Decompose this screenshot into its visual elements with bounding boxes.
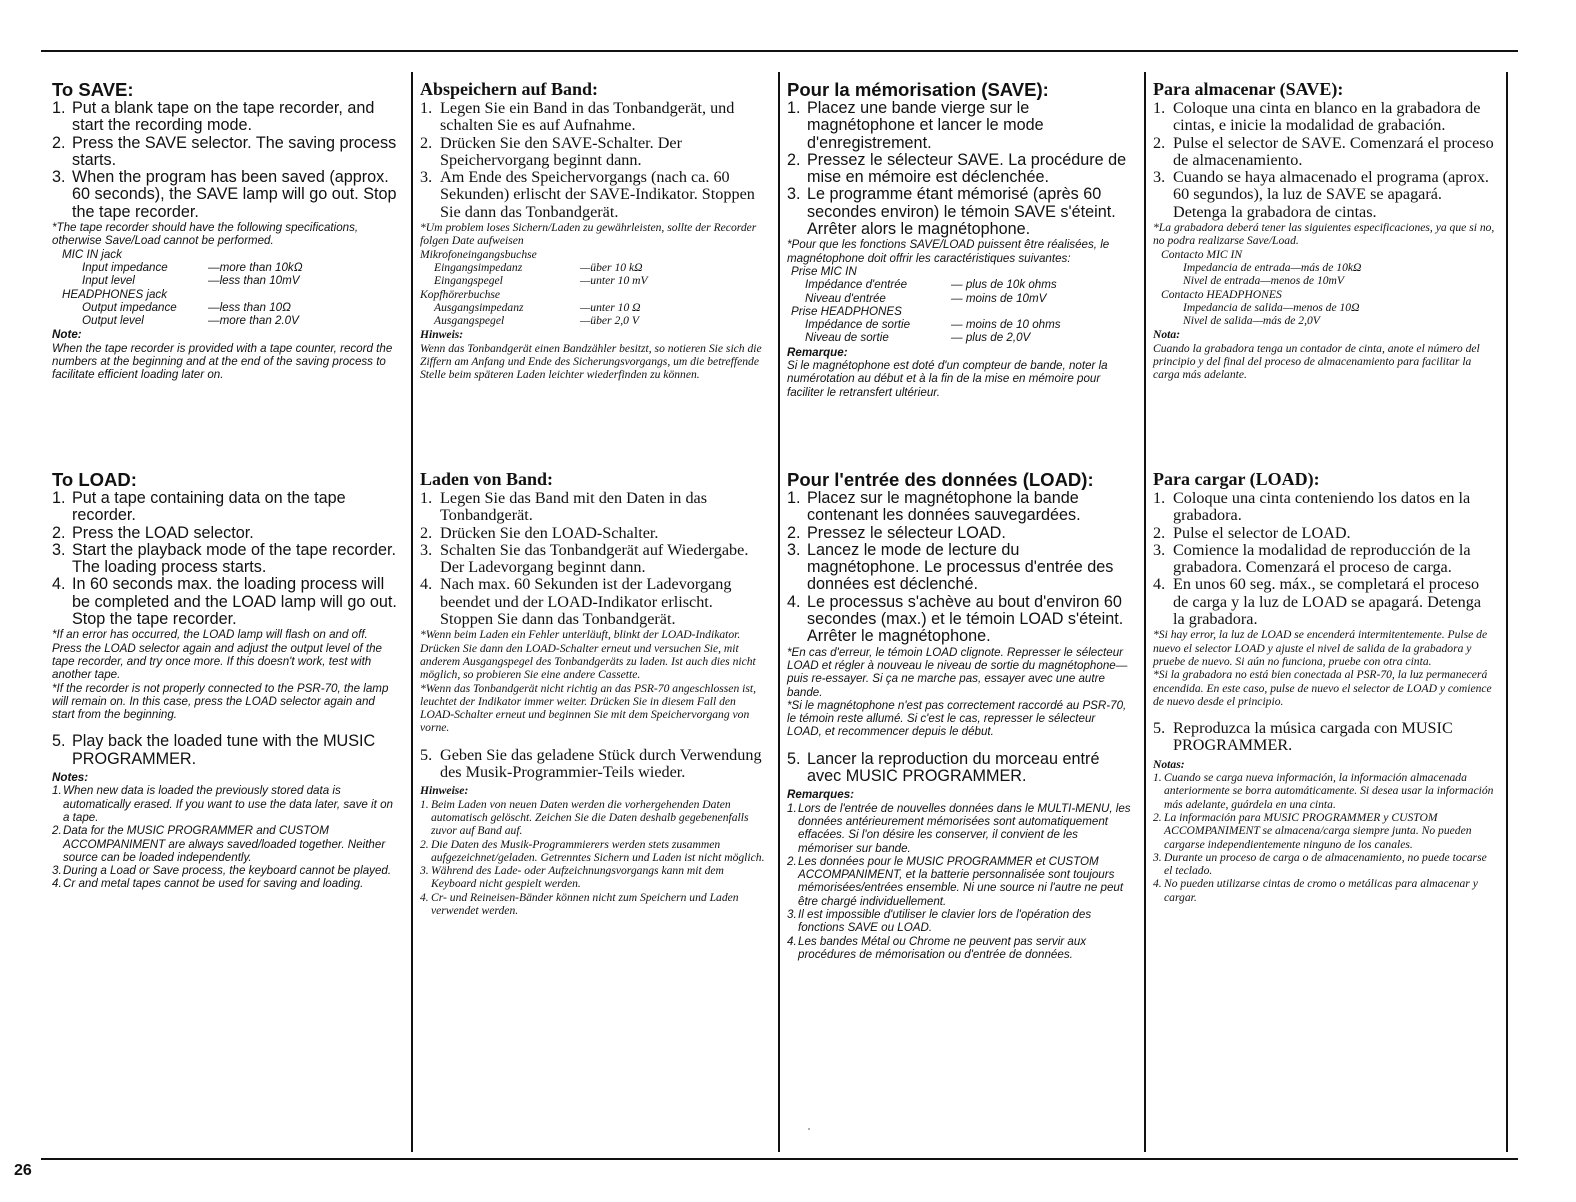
- es-load-section: [1153, 470, 1496, 904]
- es-hp-label: Contacto HEADPHONES: [1161, 287, 1282, 301]
- en-load-footnote-2: *If the recorder is not properly connected to the PSR-70, the lamp will remain on. In this case, press the LOAD selector again and start from the beginning.: [52, 681, 389, 722]
- list-item: 3. Durante un proceso de carga o de almacenamiento, no puede tocarse el teclado.: [1153, 850, 1487, 878]
- en-load-heading: To LOAD:: [52, 469, 137, 490]
- fr-spec-table: [787, 265, 1133, 345]
- fr-save-footnote: *Pour que les fonctions SAVE/LOAD puissent être réalisées, le magnétophone doit offrir les caractéristiques suivantes:: [787, 238, 1110, 265]
- es-load-step5: [1153, 720, 1496, 755]
- list-item: 4. In 60 seconds max. the loading process will be completed and the LOAD lamp will go out. Stop the tape recorder.: [52, 575, 397, 629]
- es-save-footnote: *La grabadora deberá tener las siguientes especificaciones, ya que si no, no podra realizarse Save/Load.: [1153, 221, 1495, 248]
- fr-note-text: Si le magnétophone est doté d'un compteur de bande, noter la numérotation au début et à la fin de la mise en mémoire pour faciliter le retransfert ultérieur.: [787, 359, 1108, 399]
- es-load-heading: Para cargar (LOAD):: [1153, 469, 1320, 489]
- es-load-footnote-1: *Si hay error, la luz de LOAD se encenderá intermitentemente. Pulse de nuevo el selector LOAD y ajuste el nivel de salida de la grabadora y pruebe de nuevo. Si aún no funciona, pruebe con otra cinta.: [1153, 628, 1488, 668]
- list-item: 4. No pueden utilizarse cintas de cromo o metálicas para almacenar y cargar.: [1153, 877, 1478, 904]
- list-item: 2. Les données pour le MUSIC PROGRAMMER et CUSTOM ACCOMPANIMENT, et la batterie personnalisée sont toujours mémorisées/entrées ensemble. Ni une source ni l'autre ne peut être chargé individuellement.: [787, 854, 1124, 908]
- list-item: 2. Pulse el selector de SAVE. Comenzará el proceso de almacenamiento.: [1153, 133, 1494, 169]
- column-divider-1: [411, 72, 413, 1152]
- list-item: 5. Play back the loaded tune with the MUSIC PROGRAMMER.: [52, 732, 376, 768]
- list-item: 1. Lors de l'entrée de nouvelles données dans le MULTI-MENU, les données antérieurement mémorisées sont automatiquement effacées. Si l'on désire les conserver, il convient de les mémoriser sur bande.: [787, 801, 1131, 855]
- en-hp-label: HEADPHONES jack: [62, 287, 168, 301]
- de-hp-label: Kopfhörerbuchse: [420, 287, 501, 301]
- stray-dot: [808, 1128, 810, 1130]
- de-note-text: Wenn das Tonbandgerät einen Bandzähler besitzt, so notieren Sie sich die Ziffern am Anfang und Ende des Sicherungsvorgangs, um die betreffende Stelle beim späteren Laden leichter wiederfinden zu können.: [420, 341, 762, 382]
- list-item: 2. Drücken Sie den SAVE-Schalter. Der Speichervorgang beginnt dann.: [420, 133, 683, 169]
- fr-note-label: Remarque:: [787, 345, 848, 359]
- de-load-step5: [420, 747, 766, 782]
- de-load-footnote-1: *Wenn beim Laden ein Fehler unterläuft, blinkt der LOAD-Indikator. Drücken Sie dann den LOAD-Schalter erneut und versuchen Sie, mit anderem Ausgangspegel des Tonbandgeräts zu laden. Ist auch dies nicht möglich, so probieren Sie eine andere Cassette.: [420, 628, 756, 682]
- de-spec-table: [420, 248, 766, 328]
- table-row: Niveau d'entrée — moins de 10mV: [805, 291, 1047, 305]
- table-row: Impedancia de salida —menos de 10Ω: [1183, 300, 1360, 314]
- es-save-heading: Para almacenar (SAVE):: [1153, 79, 1344, 99]
- list-item: 1. Put a tape containing data on the tape recorder.: [52, 489, 346, 525]
- es-spec-table: [1153, 248, 1496, 328]
- en-mic-label: MIC IN jack: [62, 247, 122, 261]
- table-row: Output impedance —less than 10Ω: [82, 300, 291, 314]
- list-item: 1. Coloque una cinta en blanco en la grabadora de cintas, e inicie la modalidad de grabación.: [1153, 99, 1481, 135]
- fr-hp-label: Prise HEADPHONES: [791, 304, 902, 318]
- de-note-label: Hinweis:: [420, 328, 464, 342]
- es-notes-list: [1153, 771, 1496, 904]
- list-item: 2. Pulse el selector de LOAD.: [1153, 523, 1351, 542]
- page-number: 26: [14, 1162, 32, 1179]
- list-item: 1. Beim Laden von neuen Daten werden die vorhergehenden Daten automatisch gelöscht. Zeichen Sie die Daten deshalb gegebenenfalls zuvor auf Band auf.: [420, 797, 749, 838]
- en-spec-table: [52, 248, 398, 328]
- table-row: Nivel de salida —más de 2,0V: [1183, 314, 1320, 328]
- list-item: 2. Pressez le sélecteur SAVE. La procédure de mise en mémoire est déclenchée.: [787, 150, 1127, 187]
- list-item: 3. Il est impossible d'utiliser le clavier lors de l'opération des fonctions SAVE ou LOAD.: [787, 908, 1092, 935]
- de-load-section: [420, 470, 766, 917]
- column-divider-3: [1144, 72, 1146, 1152]
- table-row: Input level —less than 10mV: [82, 274, 300, 288]
- list-item: 2. La información para MUSIC PROGRAMMER y CUSTOM ACCOMPANIMENT se almacena/carga siempre junta. No pueden cargarse independientemente ninguno de los canales.: [1153, 810, 1472, 851]
- list-item: 2. Data for the MUSIC PROGRAMMER and CUSTOM ACCOMPANIMENT are always saved/loaded together. Neither source can be loaded independently.: [52, 824, 386, 864]
- list-item: 4. Nach max. 60 Sekunden ist der Ladevorgang beendet und der LOAD-Indikator erlischt. Stoppen Sie dann das Tonbandgerät.: [420, 575, 732, 629]
- list-item: 3. Start the playback mode of the tape recorder. The loading process starts.: [52, 540, 396, 577]
- de-notes-list: [420, 798, 766, 918]
- fr-load-footnote-2: *Si le magnétophone n'est pas correctement raccordé au PSR-70, le témoin reste allumé. Si c'est le cas, represser le sélecteur LOAD, et recommencer depuis le début.: [787, 698, 1127, 739]
- fr-load-heading: Pour l'entrée des données (LOAD):: [787, 469, 1094, 490]
- list-item: 3. Le programme étant mémorisé (après 60 secondes environ) le témoin SAVE s'éteint. Arrêter alors le magnétophone.: [787, 185, 1116, 239]
- table-row: Impedancia de entrada —más de 10kΩ: [1183, 260, 1362, 274]
- en-load-footnote-1: *If an error has occurred, the LOAD lamp will flash on and off. Press the LOAD selector again and adjust the output level of the tape recorder, and try once more. If this doesn't work, test with another tape.: [52, 628, 382, 682]
- de-save-steps: [420, 100, 766, 221]
- column-divider-4: [1506, 72, 1508, 1152]
- en-notes-label: Notes:: [52, 771, 89, 785]
- fr-load-footnote-1: *En cas d'erreur, le témoin LOAD clignote. Represser le sélecteur LOAD et régler à nouveau le niveau de sortie du magnétophone—puis re-essayer. Si ça ne marche pas, essayer avec une autre bande.: [787, 645, 1128, 699]
- es-load-steps: [1153, 490, 1496, 628]
- top-rule: [41, 50, 1518, 52]
- list-item: 3. Am Ende des Speichervorgangs (nach ca. 60 Sekunden) erlischt der SAVE-Indikator. Stoppen Sie dann das Tonbandgerät.: [420, 168, 755, 221]
- en-save-footnote: *The tape recorder should have the following specifications, otherwise Save/Load cannot be performed.: [52, 221, 359, 248]
- list-item: 1. Put a blank tape on the tape recorder, and start the recording mode.: [52, 99, 375, 135]
- list-item: 1. Legen Sie ein Band in das Tonbandgerät, und schalten Sie es auf Aufnahme.: [420, 99, 735, 135]
- list-item: 4. Les bandes Métal ou Chrome ne peuvent pas servir aux procédures de mémorisation ou d'entrée de données.: [787, 934, 1087, 961]
- table-row: Eingangsimpedanz —über 10 kΩ: [434, 260, 643, 274]
- fr-save-heading: Pour la mémorisation (SAVE):: [787, 79, 1049, 100]
- table-row: Input impedance —more than 10kΩ: [82, 260, 303, 274]
- en-save-steps: [52, 100, 398, 221]
- en-load-steps: [52, 490, 398, 628]
- en-notes-list: [52, 784, 398, 890]
- de-save-section: [420, 80, 766, 382]
- table-row: Impédance de sortie — moins de 10 ohms: [805, 318, 1061, 332]
- list-item: 2. Press the LOAD selector.: [52, 523, 254, 542]
- list-item: 3. Lancez le mode de lecture du magnétophone. Le processus d'entrée des données est déclenché.: [787, 540, 1114, 594]
- list-item: 2. Pressez le sélecteur LOAD.: [787, 523, 1006, 542]
- bottom-rule: [41, 1158, 1518, 1160]
- list-item: 2. Drücken Sie den LOAD-Schalter.: [420, 523, 659, 542]
- list-item: 5. Lancer la reproduction du morceau entré avec MUSIC PROGRAMMER.: [787, 749, 1100, 786]
- table-row: Impédance d'entrée — plus de 10k ohms: [805, 278, 1057, 292]
- en-load-step5: [52, 733, 398, 768]
- es-save-steps: [1153, 100, 1496, 221]
- table-row: Ausgangspegel —über 2,0 V: [434, 314, 639, 328]
- table-row: Ausgangsimpedanz —unter 10 Ω: [434, 300, 641, 314]
- fr-mic-label: Prise MIC IN: [791, 264, 857, 278]
- list-item: 3. When the program has been saved (approx. 60 seconds), the SAVE lamp will go out. Stop the tape recorder.: [52, 168, 397, 221]
- es-save-section: [1153, 80, 1496, 382]
- en-save-heading: To SAVE:: [52, 79, 134, 100]
- de-save-footnote: *Um problem loses Sichern/Laden zu gewährleisten, sollte der Recorder folgen Date aufweisen: [420, 221, 757, 248]
- list-item: 1. Legen Sie das Band mit den Daten in das Tonbandgerät.: [420, 489, 708, 525]
- fr-save-section: [787, 80, 1133, 399]
- de-load-footnote-2: *Wenn das Tonbandgerät nicht richtig an das PSR-70 angeschlossen ist, leuchtet der Indikator immer weiter. Drücken Sie in diesem Fall den LOAD-Schalter erneut und beginnen Sie mit dem Speichervorgang von vorne.: [420, 681, 756, 735]
- list-item: 1. Cuando se carga nueva información, la información almacenada anteriormente se borra automáticamente. Si desea usar la información más adelante, guárdela en una cinta.: [1153, 771, 1494, 811]
- table-row: Nivel de entrada —menos de 10mV: [1183, 274, 1345, 288]
- de-notes-label: Hinweise:: [420, 784, 469, 798]
- fr-save-steps: [787, 100, 1133, 238]
- table-row: Output level —more than 2.0V: [82, 314, 299, 328]
- fr-notes-list: [787, 802, 1133, 962]
- en-load-section: [52, 470, 398, 891]
- table-row: Niveau de sortie — plus de 2,0V: [805, 331, 1031, 345]
- list-item: 3. Schalten Sie das Tonbandgerät auf Wiedergabe. Der Ladevorgang beginnt dann.: [420, 540, 749, 577]
- column-divider-2: [778, 72, 780, 1152]
- list-item: 4. Le processus s'achève au bout d'environ 60 secondes (max.) et le témoin LOAD s'éteint. Arrêter le magnétophone.: [787, 592, 1124, 646]
- de-load-heading: Laden von Band:: [420, 469, 554, 489]
- list-item: 1. Placez une bande vierge sur le magnétophone et lancer le mode d'enregistrement.: [787, 99, 1044, 152]
- list-item: 5. Geben Sie das geladene Stück durch Verwendung des Musik-Programmier-Teils wieder.: [420, 745, 762, 782]
- es-note-text: Cuando la grabadora tenga un contador de cinta, anote el número del principio y del final del proceso de almacenamiento para facilitar la carga más adelante.: [1153, 341, 1480, 382]
- list-item: 2. Press the SAVE selector. The saving process starts.: [52, 133, 397, 169]
- list-item: 5. Reproduzca la música cargada con MUSIC PROGRAMMER.: [1153, 719, 1453, 755]
- list-item: 3. Comience la modalidad de reproducción de la grabadora. Comenzará el proceso de carga.: [1153, 540, 1471, 577]
- list-item: 2. Die Daten des Musik-Programmierers werden stets zusammen aufgezeichnet/geladen. Getrenntes Sichern und Laden ist nicht möglich.: [420, 837, 765, 864]
- fr-load-steps: [787, 490, 1133, 646]
- fr-load-step5: [787, 751, 1133, 786]
- en-note-label: Note:: [52, 328, 82, 342]
- list-item: 3. Während des Lade- oder Aufzeichnungsvorgangs kann mit dem Keyboard nicht gespielt werden.: [420, 864, 724, 891]
- fr-load-section: [787, 470, 1133, 961]
- en-save-section: [52, 80, 398, 382]
- list-item: 1. Placez sur le magnétophone la bande contenant les données sauvegardées.: [787, 489, 1081, 525]
- list-item: 4. Cr and metal tapes cannot be used for saving and loading.: [52, 877, 364, 891]
- fr-notes-label: Remarques:: [787, 788, 855, 802]
- en-note-text: When the tape recorder is provided with a tape counter, record the numbers at the beginning and at the end of the saving process to facilitate efficient loading later on.: [52, 341, 393, 382]
- es-mic-label: Contacto MIC IN: [1161, 247, 1243, 261]
- list-item: 3. During a Load or Save process, the keyboard cannot be played.: [52, 864, 392, 878]
- list-item: 3. Cuando se haya almacenado el programa (aprox. 60 segundos), la luz de SAVE se apagará. Detenga la grabadora de cintas.: [1153, 168, 1489, 221]
- es-load-footnote-2: *Si la grabadora no está bien conectada al PSR-70, la luz permanecerá encendida. En este caso, pulse de nuevo el selector de LOAD y comience de nuevo desde el principio.: [1153, 668, 1492, 708]
- es-notes-label: Notas:: [1153, 757, 1185, 771]
- de-save-heading: Abspeichern auf Band:: [420, 79, 599, 99]
- list-item: 4. En unos 60 seg. máx., se completará el proceso de carga y la luz de LOAD se apagará. Detenga la grabadora.: [1153, 575, 1482, 629]
- table-row: Eingangspegel —unter 10 mV: [434, 274, 648, 288]
- de-load-steps: [420, 490, 766, 628]
- list-item: 1. Coloque una cinta conteniendo los datos en la grabadora.: [1153, 489, 1471, 525]
- list-item: 1. When new data is loaded the previously stored data is automatically erased. If you want to use the data later, save it on a tape.: [52, 784, 393, 824]
- list-item: 4. Cr- und Reineisen-Bänder können nicht zum Speichern und Laden verwendet werden.: [420, 890, 739, 918]
- es-note-label: Nota:: [1153, 328, 1181, 342]
- de-mic-label: Mikrofoneingangsbuchse: [420, 247, 537, 261]
